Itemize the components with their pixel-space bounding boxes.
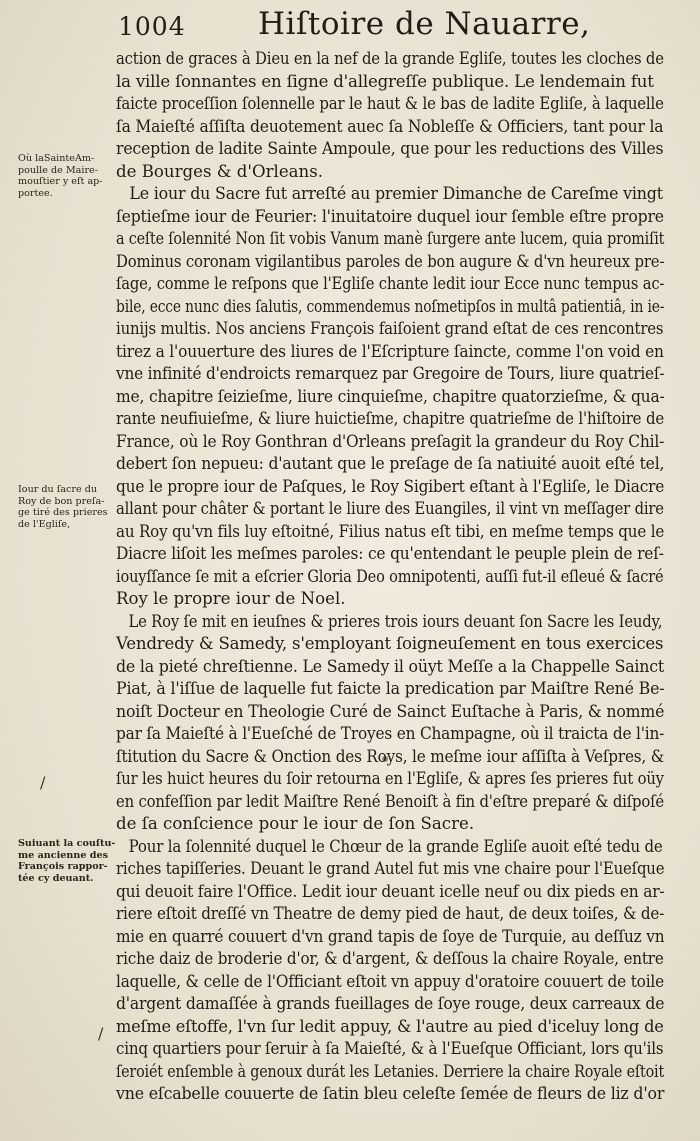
text-line: me, chapitre ſeizieſme, liure cinquieſme, chapitre quatorzieſme, & qua-	[116, 386, 665, 406]
text-line: Piat, à l'iſſue de laquelle fut faicte la predication par Maiſtre René Be-	[116, 679, 665, 698]
text-line: ſeroiét enſemble à genoux durát les Letanies. Derriere la chaire Royale eſtoit	[116, 1061, 665, 1081]
text-line: ſage, comme le reſpons que l'Egliſe chante ledit iour Ecce nunc tempus ac-	[116, 274, 665, 293]
text-line: rante neufiuieſme, & liure huictieſme, chapitre quatrieſme de l'hiſtoire de	[116, 409, 665, 428]
text-line: noiſt Docteur en Theologie Curé de Sainct Euſtache à Paris, & nommé	[116, 701, 665, 721]
margin-note-line: tée cy deuant.	[18, 872, 94, 884]
page-number: 1004	[118, 12, 186, 41]
text-line: Diacre liſoit les meſmes paroles: ce qu'entendant le peuple plein de reſ-	[116, 544, 664, 563]
margin-note-iour-du-sacre	[18, 484, 110, 530]
margin-note-line: François rappor-	[18, 861, 108, 872]
text-line: Le iour du Sacre fut arreſté au premier Dimanche de Careſme vingt	[129, 184, 663, 203]
text-line: au Roy qu'vn fils luy eſtoitné, Filius natus eſt tibi, en meſme temps que le	[116, 521, 665, 541]
text-line: Pour la ſolennité duquel le Chœur de la grande Egliſe auoit eſté tedu de	[128, 836, 663, 856]
text-line: de ſa conſcience pour le iour de ſon Sacre.	[116, 814, 475, 833]
text-line: a ceſte ſolennité Non ſit vobis Vanum manè ſurgere ante lucem, quia promiſit	[116, 229, 665, 248]
text-line: vne eſcabelle couuerte de ſatin bleu celeſte ſemée de fleurs de liz d'or	[116, 1084, 665, 1103]
text-line: que le propre iour de Paſques, le Roy Sigibert eſtant à l'Egliſe, le Diacre	[116, 476, 665, 496]
margin-note-line: Iour du ſacre du	[18, 484, 98, 495]
text-line: riere eſtoit dreſſé vn Theatre de demy pied de haut, de deux toiſes, & de-	[116, 904, 665, 923]
margin-note-line: de l'Egliſe,	[18, 518, 71, 530]
margin-note-line: me ancienne des	[18, 849, 108, 861]
text-line: riche daiz de broderie d'or, & d'argent, & deſſous la chaire Royale, entre	[116, 949, 664, 968]
text-line: debert ſon nepueu: d'autant que le preſage de ſa natiuité auoit eſté tel,	[116, 454, 665, 473]
text-line: mie en quarré couuert d'vn grand tapis de ſoye de Turquie, au deſſuz vn	[116, 926, 665, 946]
margin-note-line: Où laSainteAm-	[18, 153, 95, 164]
text-line: de la pieté chreſtienne. Le Samedy il oüyt Meſſe a la Chappelle Sainct	[116, 656, 665, 676]
running-title: Hiſtoire de Nauarre,	[258, 6, 591, 42]
text-line: Dominus coronam vigilantibus paroles de bon augure & d'vn heureux pre-	[116, 251, 665, 271]
margin-note-line: Suiuant la couſtu-	[18, 838, 116, 849]
text-line: qui deuoit faire l'Office. Ledit iour deuant icelle neuf ou dix pieds en ar-	[116, 881, 665, 901]
text-line: Roy le propre iour de Noel.	[116, 589, 346, 608]
text-line: cinq quartiers pour ſeruir à ſa Maieſté, & à l'Eueſque Officiant, lors qu'ils	[116, 1039, 664, 1058]
text-line: la ville ſonnantes en ſigne d'allegreſſe publique. Le lendemain fut	[116, 71, 654, 91]
text-line: allant pour châter & portant le liure des Euangiles, il vint vn meſſager dire	[116, 499, 664, 518]
margin-note-couſtume	[18, 838, 116, 884]
margin-slash-mark: /	[98, 1024, 104, 1043]
text-line: par ſa Maieſté à l'Eueſché de Troyes en Champagne, où il traicta de l'in-	[116, 724, 665, 743]
text-line: vne infinité d'endroicts remarquez par Gregoire de Tours, liure quatrieſ-	[116, 364, 665, 383]
text-line: France, où le Roy Gonthran d'Orleans preſagit la grandeur du Roy Chil-	[116, 431, 665, 451]
text-line: iouyſſance ſe mit a eſcrier Gloria Deo omnipotenti, auſſi fut-il eſleué & ſacré	[116, 566, 664, 586]
text-line: ſur les huict heures du ſoir retourna en l'Egliſe, & apres ſes prieres fut oüy	[116, 769, 664, 788]
text-line: bile, ecce nunc dies ſalutis, commendemus noſmetipſos in multâ patientiâ, in ie-	[116, 296, 665, 316]
text-line: meſme eſtoffe, l'vn ſur ledit appuy, & l'autre au pied d'iceluy long de	[116, 1016, 664, 1036]
text-line: laquelle, & celle de l'Officiant eſtoit vn appuy d'oratoire couuert de toile	[116, 971, 665, 991]
text-line: tirez a l'ouuerture des liures de l'Eſcripture ſaincte, comme l'on void en	[116, 341, 664, 361]
text-line: ſeptieſme iour de Feurier: l'inuitatoire duquel iour ſemble eſtre propre	[116, 206, 664, 226]
body-text	[116, 48, 664, 1106]
text-line: Le Roy ſe mit en ieuſnes & prieres trois iours deuant ſon Sacre les Ieudy,	[128, 611, 663, 631]
text-line: de Bourges & d'Orleans.	[116, 161, 324, 181]
margin-note-sainte-ampoulle	[18, 153, 110, 199]
text-line: en confeſſion par ledit Maiſtre René Benoiſt à fin d'eſtre preparé & diſpoſé	[116, 791, 665, 811]
text-line: reception de ladite Sainte Ampoule, que pour les reductions des Villes	[116, 139, 664, 158]
margin-note-line: Roy de bon preſa-	[18, 495, 105, 507]
text-line: ſa Maieſté aſſiſta deuotement auec ſa Nobleſſe & Officiers, tant pour la	[116, 116, 664, 136]
text-line: Vendredy & Samedy, s'employant ſoigneuſement en tous exercices	[116, 634, 664, 653]
margin-slash-mark: /	[40, 773, 46, 792]
text-line: faicte proceſſion ſolennelle par le haut & le bas de ladite Egliſe, à laquelle	[116, 94, 664, 113]
text-line: action de graces à Dieu en la nef de la grande Egliſe, toutes les cloches de	[116, 49, 664, 68]
margin-note-line: poulle de Maire-	[18, 164, 98, 176]
margin-note-line: ge tiré des prieres	[18, 507, 108, 518]
text-line: iunijs multis. Nos anciens François faiſoient grand eſtat de ces rencontres	[116, 319, 664, 338]
text-line: riches tapiſſeries. Deuant le grand Autel fut mis vne chaire pour l'Eueſque	[116, 859, 665, 878]
page-header	[112, 2, 672, 48]
margin-note-line: mouſtier y eſt ap-	[18, 176, 103, 187]
text-line: ſtitution du Sacre & Onction des Roys, le meſme iour aſſiſta à Veſpres, &	[116, 746, 665, 766]
text-line: d'argent damaſſée à grands fueillages de ſoye rouge, deux carreaux de	[116, 994, 665, 1013]
margin-note-line: portee.	[18, 187, 53, 199]
